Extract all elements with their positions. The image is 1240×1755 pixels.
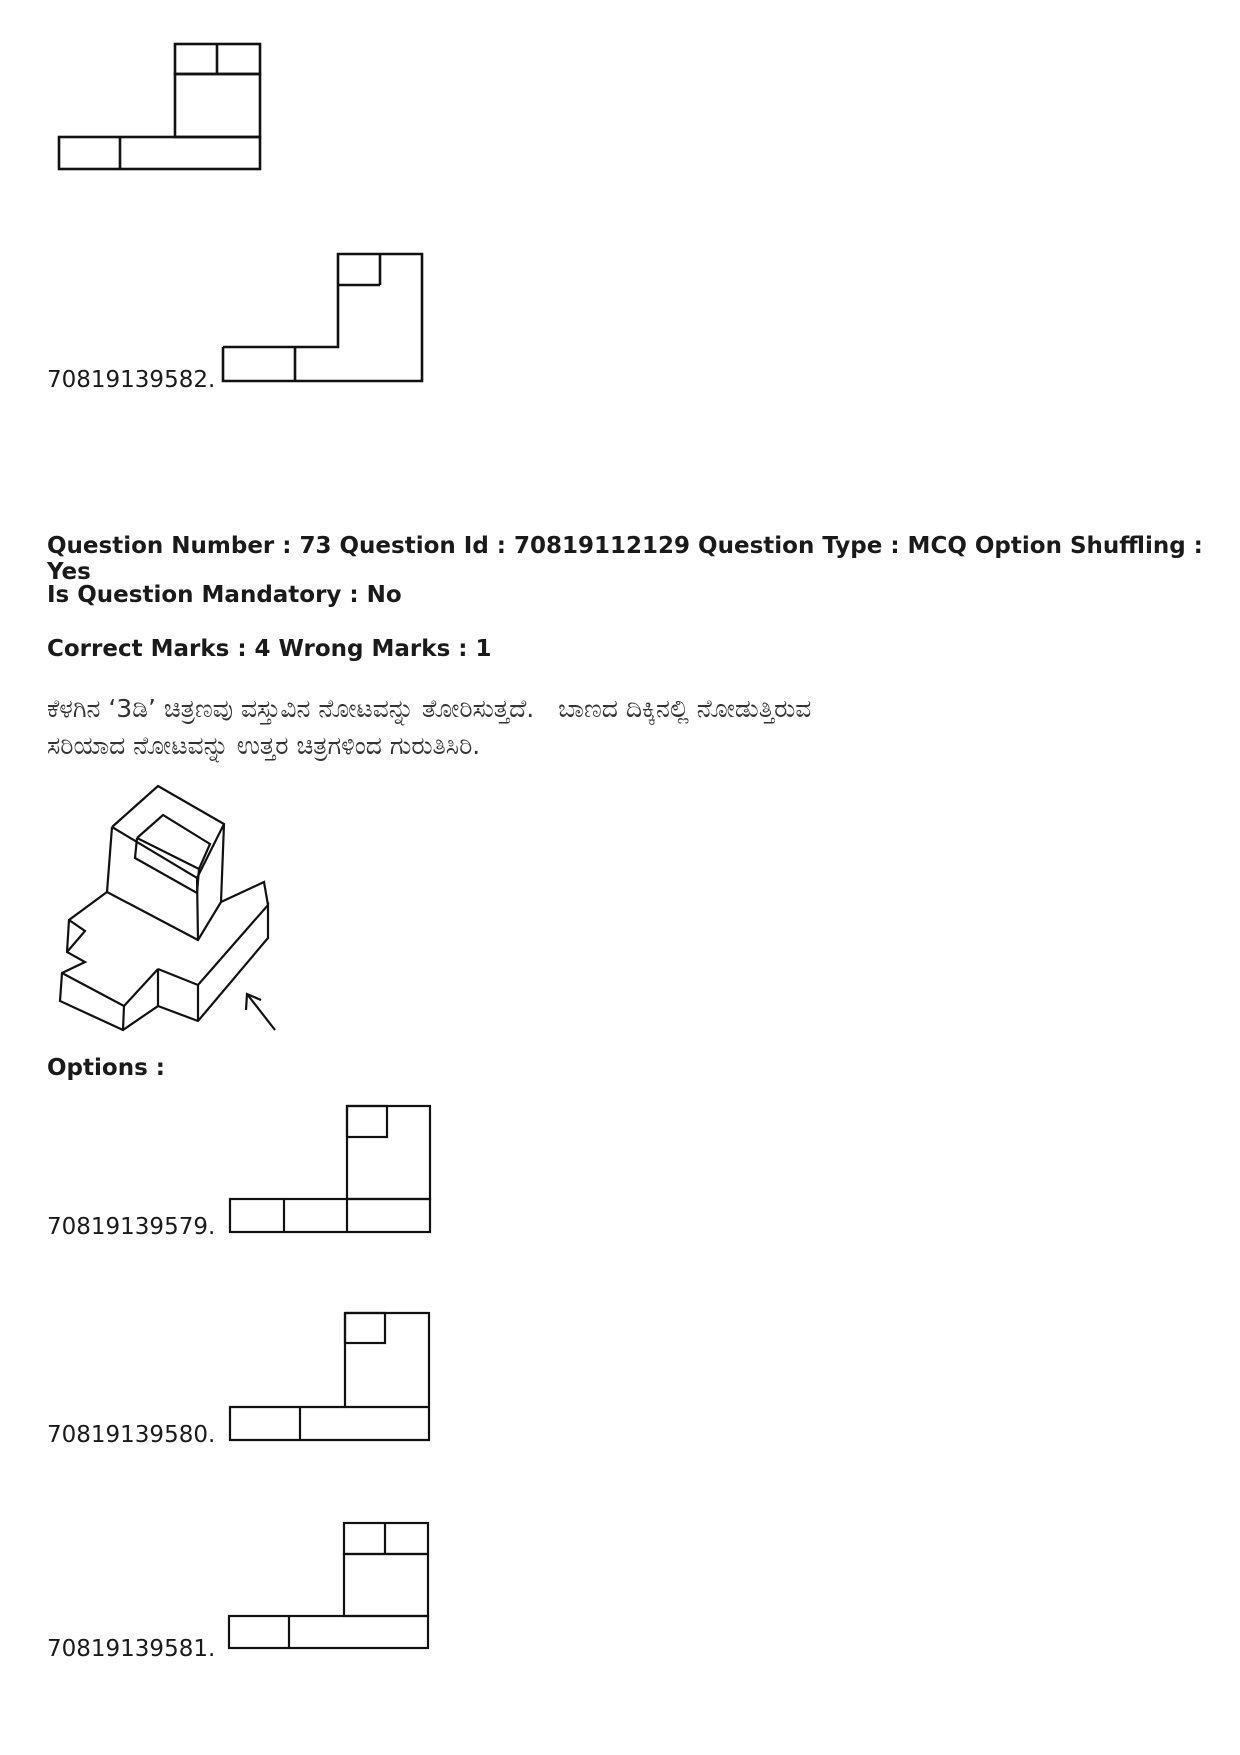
- option-1-id: 70819139579.: [47, 1214, 216, 1240]
- mandatory-line: Is Question Mandatory : No: [47, 582, 402, 608]
- options-label: Options :: [47, 1055, 165, 1081]
- question-text-line-1: ಕೆಳಗಿನ ‘3ಡಿ’ ಚಿತ್ರಣವು ವಸ್ತುವಿನ ನೋಟವನ್ನು ತೋರಿಸುತ್ತದೆ. ಬಾಣದ ದಿಕ್ಕಿನಲ್ಲಿ ನೋಡುತ್ತಿರುವ: [47, 694, 812, 723]
- question-meta-line: Question Number : 73 Question Id : 70819112129 Question Type : MCQ Option Shuffling : Yes: [47, 533, 1203, 585]
- option-3-id: 70819139581.: [47, 1636, 216, 1662]
- option-2-id: 70819139580.: [47, 1422, 216, 1448]
- question-text-line-2: ಸರಿಯಾದ ನೋಟವನ್ನು ಉತ್ತರ ಚಿತ್ರಗಳಿಂದ ಗುರುತಿಸಿರಿ.: [47, 731, 481, 760]
- marks-line: Correct Marks : 4 Wrong Marks : 1: [47, 636, 492, 662]
- prev-option-id: 70819139582.: [47, 367, 216, 393]
